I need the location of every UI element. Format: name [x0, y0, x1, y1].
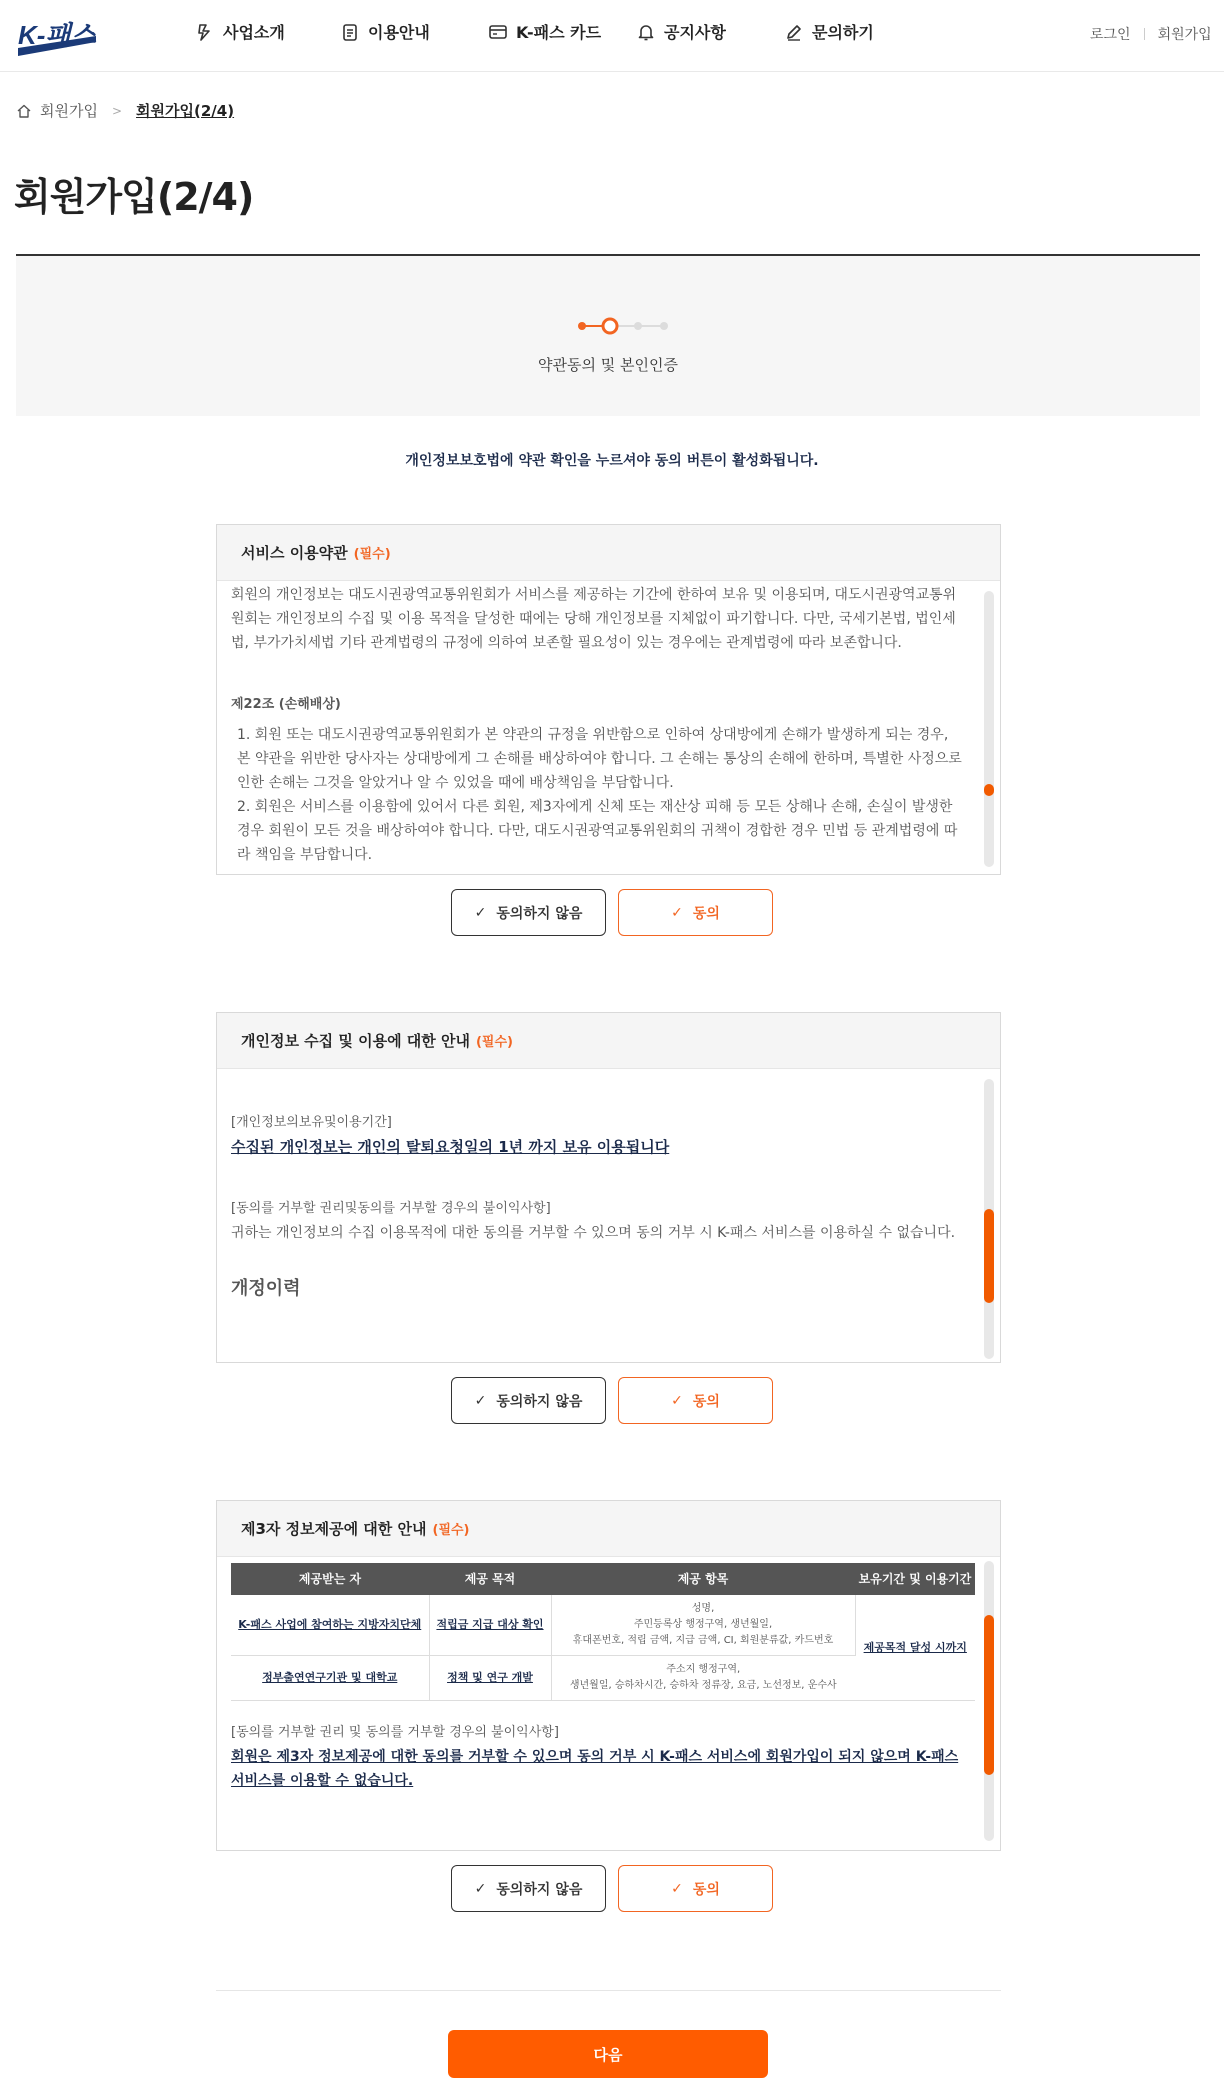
bottom-divider: [216, 1990, 1001, 1991]
util-links: [1090, 24, 1212, 44]
nav-item-notice[interactable]: [636, 20, 726, 43]
table-cell-items: 성명, 주민등록상 행정구역, 생년월일, 휴대폰번호, 적립 금액, 지급 금액, CI, 회원분류값, 카드번호: [551, 1595, 855, 1656]
nav-label: 이용안내: [368, 23, 430, 42]
check-icon: ✓: [474, 1880, 487, 1897]
term-scroll-area[interactable]: [217, 1557, 1000, 1850]
table-row: [231, 1595, 975, 1656]
nav-item-intro[interactable]: [195, 20, 285, 43]
term-scroll-area[interactable]: [217, 1069, 1000, 1362]
nav-label: K-패스 카드: [516, 23, 602, 42]
term-title: 서비스 이용약관: [241, 544, 348, 562]
nav-item-card[interactable]: [488, 20, 601, 43]
check-icon: ✓: [474, 904, 487, 921]
terms-thirdparty-buttons: [0, 1865, 1224, 1912]
step-label: 약관동의 및 본인인증: [538, 356, 678, 374]
refuse-label: [동의를 거부할 권리및동의를 거부할 경우의 불이익사항]: [231, 1201, 551, 1216]
nav-label: 공지사항: [664, 23, 726, 42]
scrollbar-thumb[interactable]: [984, 1209, 994, 1303]
step-dot-3: [634, 322, 642, 330]
agree-label: 동의: [692, 1881, 720, 1898]
nav-label: 문의하기: [812, 23, 874, 42]
scrollbar[interactable]: [984, 1079, 994, 1359]
nav-item-inquiry[interactable]: [784, 20, 874, 43]
table-cell-recipient: 정부출연연구기관 및 대학교: [231, 1656, 429, 1701]
period-text: 수집된 개인정보는 개인의 탈퇴요청일의 1년 까지 보유 이용됩니다: [231, 1138, 670, 1156]
clipboard-icon: [340, 22, 360, 42]
terms-privacy-box: [216, 1012, 1001, 1363]
step-dot-1: [578, 322, 586, 330]
breadcrumb-home[interactable]: 회원가입: [40, 102, 98, 120]
term-title: 제3자 정보제공에 대한 안내: [241, 1520, 427, 1538]
join-link[interactable]: 회원가입: [1157, 27, 1212, 43]
table-cell-purpose: 적립금 지급 대상 확인: [429, 1595, 551, 1656]
next-button[interactable]: 다음: [448, 2030, 768, 2078]
agree-label: 동의: [692, 905, 720, 922]
disagree-label: 동의하지 않음: [496, 1393, 583, 1410]
nav-label: 사업소개: [223, 23, 285, 42]
terms-service-box: [216, 524, 1001, 875]
scrollbar-thumb[interactable]: [984, 1615, 994, 1775]
agree-button[interactable]: [618, 1377, 773, 1424]
chevron-right-icon: >: [111, 103, 123, 118]
scrollbar[interactable]: [984, 591, 994, 867]
disagree-label: 동의하지 않음: [496, 1881, 583, 1898]
terms-thirdparty-box: [216, 1500, 1001, 1851]
step-indicator: [574, 316, 674, 336]
table-header-row: [231, 1563, 975, 1595]
term-item: 2. 회원은 서비스를 이용함에 있어서 다른 회원, 제3자에게 신체 또는 재산상 피해 등 모든 상해나 손해, 손실이 발생한 경우 회원이 모든 것을 배상하여야 합니다. 다만, 대도시권광역교통위원회의 귀책이 경합한 경우 민법 등 관계법령에 따라 책임을 부담합니다.: [237, 799, 958, 863]
scrollbar[interactable]: [984, 1561, 994, 1841]
disagree-label: 동의하지 않음: [496, 905, 583, 922]
disagree-button[interactable]: [451, 1865, 606, 1912]
term-header: [217, 525, 1000, 581]
term-paragraph: 회원의 개인정보는 대도시권광역교통위원회가 서비스를 제공하는 기간에 한하여 보유 및 이용되며, 대도시권광역교통위원회는 개인정보의 수집 및 이용 목적을 달성한 때에는 당해 개인정보를 지체없이 파기합니다. 다만, 국세기본법, 법인세법, 부가가치세법 기타 관계법령의 규정에 의하여 보존할 필요성이 있는 경우에는 관계법령에 따라 보존합니다.: [231, 587, 957, 651]
check-icon: ✓: [671, 1880, 683, 1897]
required-badge: (필수): [432, 1523, 470, 1538]
pencil-icon: [784, 22, 804, 42]
disagree-button[interactable]: [451, 1377, 606, 1424]
util-divider: [1144, 28, 1145, 40]
bell-icon: [636, 22, 656, 42]
page-title: 회원가입(2/4): [14, 175, 254, 219]
agree-button[interactable]: [618, 1865, 773, 1912]
history-heading: 개정이력: [231, 1278, 301, 1299]
table-cell-items: 주소지 행정구역, 생년월일, 승하차시간, 승하차 정류장, 요금, 노선정보, 운수사: [551, 1656, 855, 1701]
term-scroll-area[interactable]: [217, 581, 1000, 874]
scrollbar-thumb[interactable]: [984, 784, 994, 796]
table-header: 제공 목적: [429, 1563, 551, 1595]
nav-item-guide[interactable]: [340, 20, 430, 43]
term-header: [217, 1013, 1000, 1069]
period-label: [개인정보의보유및이용기간]: [231, 1115, 392, 1130]
agree-label: 동의: [692, 1393, 720, 1410]
check-icon: ✓: [671, 1392, 683, 1409]
card-icon: [488, 22, 508, 42]
term-title: 개인정보 수집 및 이용에 대한 안내: [241, 1032, 470, 1050]
table-header: 제공 항목: [551, 1563, 855, 1595]
check-icon: ✓: [474, 1392, 487, 1409]
agree-notice: 개인정보보호법에 약관 확인을 누르셔야 동의 버튼이 활성화됩니다.: [405, 453, 819, 469]
refuse-text: 회원은 제3자 정보제공에 대한 동의를 거부할 수 있으며 동의 거부 시 K-패스 서비스에 회원가입이 되지 않으며 K-패스 서비스를 이용할 수 없습니다.: [231, 1749, 959, 1789]
required-badge: (필수): [353, 547, 391, 562]
table-cell-purpose: 정책 및 연구 개발: [429, 1656, 551, 1701]
login-link[interactable]: 로그인: [1090, 27, 1131, 43]
refuse-label: [동의를 거부할 권리 및 동의를 거부할 경우의 불이익사항]: [231, 1725, 559, 1740]
site-header: [0, 0, 1224, 72]
agree-button[interactable]: [618, 889, 773, 936]
terms-service-buttons: [0, 889, 1224, 936]
disagree-button[interactable]: [451, 889, 606, 936]
table-header: 제공받는 자: [231, 1563, 429, 1595]
table-cell-recipient: K-패스 사업에 참여하는 지방자치단체: [231, 1595, 429, 1656]
refuse-text: 귀하는 개인정보의 수집 이용목적에 대한 동의를 거부할 수 있으며 동의 거부 시 K-패스 서비스를 이용하실 수 없습니다.: [231, 1225, 956, 1241]
provision-table: [231, 1563, 975, 1701]
required-badge: (필수): [475, 1035, 513, 1050]
logo-text: K-패스: [18, 20, 96, 50]
term-item: 1. 회원 또는 대도시권광역교통위원회가 본 약관의 규정을 위반함으로 인하여 상대방에게 손해가 발생하게 되는 경우, 본 약관을 위반한 당사자는 상대방에게 그 손해를 배상하여야 합니다. 그 손해는 통상의 손해에 한하며, 특별한 사정으로 인한 손해는 그것을 알았거나 알 수 있었을 때에 배상책임을 부담합니다.: [237, 727, 962, 791]
step-panel: [16, 256, 1200, 416]
intro-icon: [195, 22, 215, 42]
breadcrumb-current[interactable]: 회원가입(2/4): [136, 102, 235, 120]
term-header: [217, 1501, 1000, 1557]
home-icon[interactable]: [16, 103, 32, 119]
breadcrumb: [16, 100, 234, 121]
table-cell-retention: 제공목적 달성 시까지: [855, 1595, 975, 1701]
table-header: 보유기간 및 이용기간: [855, 1563, 975, 1595]
check-icon: ✓: [671, 904, 683, 921]
term-article-title: 제22조 (손해배상): [231, 697, 341, 712]
k-pass-logo[interactable]: [14, 6, 100, 62]
step-dot-4: [660, 322, 668, 330]
terms-privacy-buttons: [0, 1377, 1224, 1424]
step-dot-2: [603, 319, 617, 333]
